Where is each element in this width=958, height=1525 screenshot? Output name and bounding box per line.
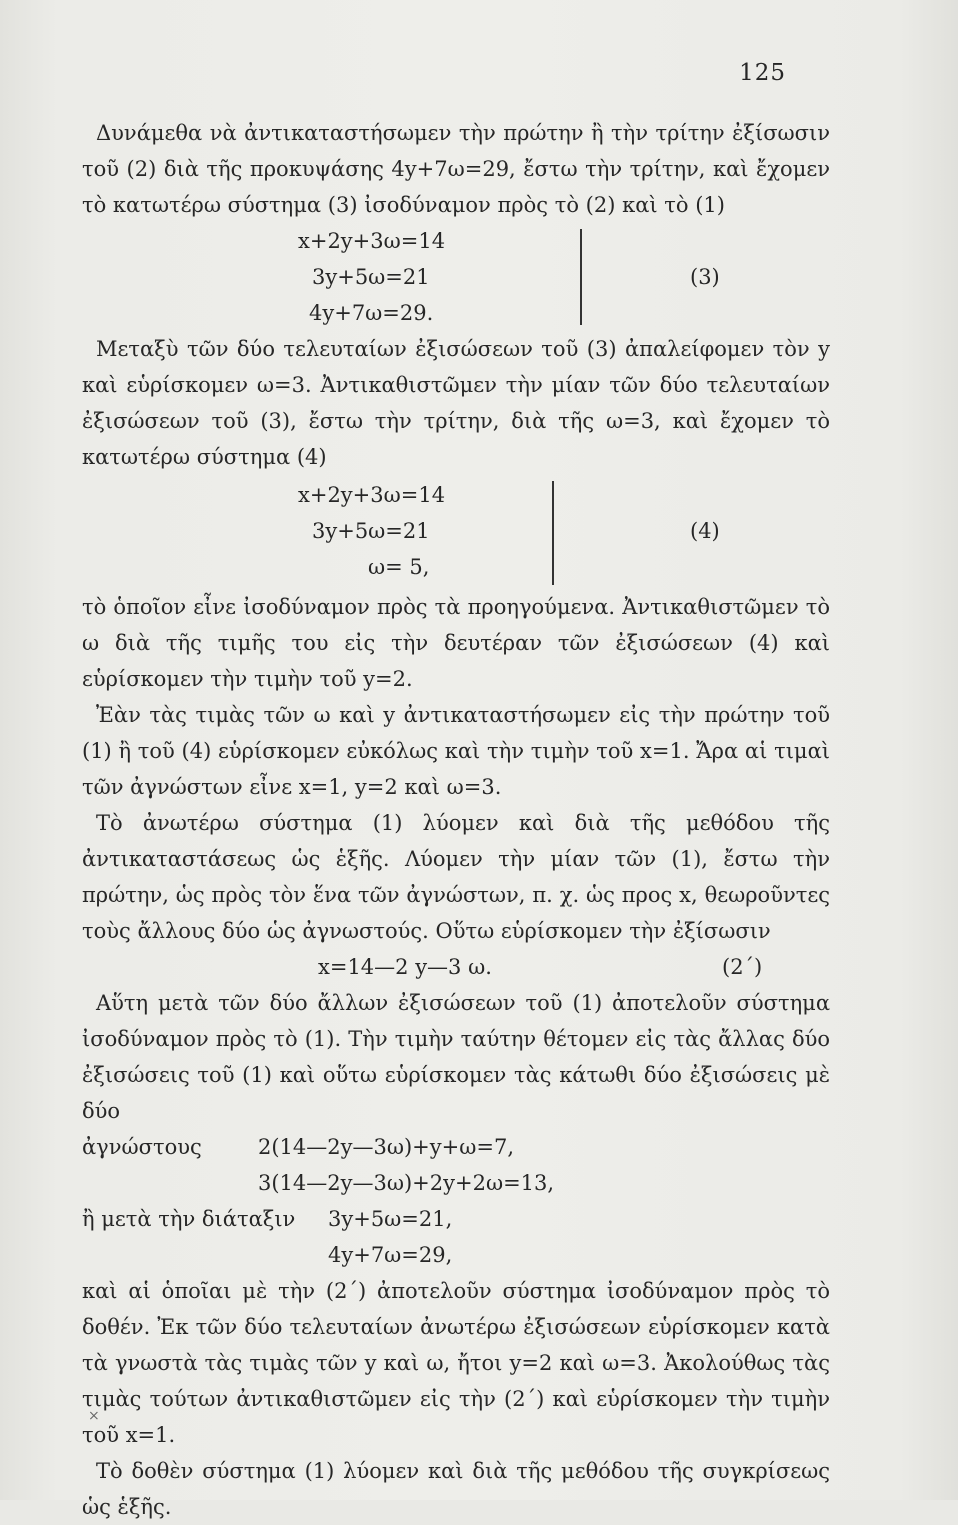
equation-2-prime bbox=[82, 949, 830, 985]
substitution-eq-2: 3(14—2y—3ω)+2y+2ω=13, bbox=[258, 1171, 555, 1195]
paragraph-4: Ἐὰν τὰς τιμὰς τῶν ω καὶ y ἀντικαταστήσωμεν εἰς τὴν πρώτην τοῦ (1) ἢ τοῦ (4) εὑρίσκομεν εὐκόλως καὶ τὴν τιμὴν τοῦ x=1. Ἄρα αἱ τιμαὶ τῶν ἀγνώστων εἶνε x=1, y=2 καὶ ω=3. bbox=[82, 703, 830, 799]
system-3-eq-1: x+2y+3ω=14 bbox=[298, 229, 446, 253]
system-3-label: (3) bbox=[690, 265, 720, 289]
paragraph-7: καὶ αἱ ὁποῖαι μὲ τὴν (2΄) ἀποτελοῦν σύστημα ἰσοδύναμον πρὸς τὸ δοθέν. Ἐκ τῶν δύο τελευταίων ἀνωτέρω ἐξισώσεων εὑρίσκομεν κατὰ τὰ γνωστὰ τὰς τιμὰς τῶν y καὶ ω, ἤτοι y=2 καὶ ω=3. Ἀκολούθως τὰς τιμὰς τούτων ἀντικαθιστῶμεν εἰς τὴν (2΄) καὶ εὑρίσκομεν τὴν τιμὴν τοῦ x=1. bbox=[82, 1279, 830, 1447]
system-3-eq-2: 3y+5ω=21 bbox=[312, 265, 430, 289]
system-4-eq-1: x+2y+3ω=14 bbox=[298, 483, 446, 507]
paragraph-6: Αὕτη μετὰ τῶν δύο ἄλλων ἐξισώσεων τοῦ (1) ἀποτελοῦν σύστημα ἰσοδύναμον πρὸς τὸ (1). Τὴν τιμὴν ταύτην θέτομεν εἰς τὰς ἄλλας δύο ἐξισώσεις τοῦ (1) καὶ οὕτω εὑρίσκομεν τὰς κάτωθι δύο ἐξισώσεις μὲ δύο bbox=[82, 991, 830, 1123]
paragraph-1: Δυνάμεθα νὰ ἀντικαταστήσωμεν τὴν πρώτην ἢ τὴν τρίτην ἐξίσωσιν τοῦ (2) διὰ τῆς προκυψάσης 4y+7ω=29, ἔστω τὴν τρίτην, καὶ ἔχομεν τὸ κατωτέρω σύστημα (3) ἰσοδύναμον πρὸς τὸ (2) καὶ τὸ (1) bbox=[82, 121, 830, 217]
system-4-eq-3: ω= 5, bbox=[368, 555, 430, 579]
paragraph-8: Τὸ δοθὲν σύστημα (1) λύομεν καὶ διὰ τῆς μεθόδου τῆς συγκρίσεως ὡς ἑξῆς. bbox=[82, 1459, 830, 1519]
substitution-lead-1: ἀγνώστους bbox=[82, 1135, 202, 1159]
substitution-lead-2: ἢ μετὰ τὴν διάταξιν bbox=[82, 1207, 296, 1231]
equation-2-prime-text: x=14—2 y—3 ω. bbox=[318, 955, 492, 979]
system-3-eq-3: 4y+7ω=29. bbox=[309, 301, 434, 325]
equation-2-prime-label: (2΄) bbox=[722, 955, 763, 979]
system-4 bbox=[82, 475, 830, 589]
substitution-eq-3: 3y+5ω=21, bbox=[328, 1207, 453, 1231]
system-3 bbox=[82, 223, 830, 331]
paragraph-3: τὸ ὁποῖον εἶνε ἰσοδύναμον πρὸς τὰ προηγούμενα. Ἀντικαθιστῶμεν τὸ ω διὰ τῆς τιμῆς του εἰς τὴν δευτέραν τῶν ἐξισώσεων (4) καὶ εὑρίσκομεν τὴν τιμὴν τοῦ y=2. bbox=[82, 595, 830, 691]
paragraph-5: Τὸ ἀνωτέρω σύστημα (1) λύομεν καὶ διὰ τῆς μεθόδου τῆς ἀντικαταστάσεως ὡς ἑξῆς. Λύομεν τὴν μίαν τῶν (1), ἔστω τὴν πρώτην, ὡς πρὸς τὸν ἕνα τῶν ἀγνώστων, π. χ. ὡς προς x, θεωροῦντες τοὺς ἄλλους δύο ὡς ἀγνωστούς. Οὕτω εὑρίσκομεν τὴν ἐξίσωσιν bbox=[82, 811, 830, 943]
system-4-label: (4) bbox=[690, 519, 720, 543]
page-number: 125 bbox=[739, 60, 786, 86]
margin-mark: × bbox=[88, 1408, 100, 1424]
system-4-brace bbox=[552, 481, 554, 585]
page-text bbox=[82, 115, 830, 1525]
substitution-block bbox=[82, 1129, 830, 1273]
system-4-eq-2: 3y+5ω=21 bbox=[312, 519, 430, 543]
substitution-eq-4: 4y+7ω=29, bbox=[328, 1243, 453, 1267]
substitution-eq-1: 2(14—2y—3ω)+y+ω=7, bbox=[258, 1135, 514, 1159]
paragraph-2: Μεταξὺ τῶν δύο τελευταίων ἐξισώσεων τοῦ (3) ἀπαλείφομεν τὸν y καὶ εὑρίσκομεν ω=3. Ἀντικαθιστῶμεν τὴν μίαν τῶν δύο τελευταίων ἐξισώσεων τοῦ (3), ἔστω τὴν τρίτην, διὰ τῆς ω=3, καὶ ἔχομεν τὸ κατωτέρω σύστημα (4) bbox=[82, 337, 830, 469]
system-3-brace bbox=[580, 229, 582, 325]
